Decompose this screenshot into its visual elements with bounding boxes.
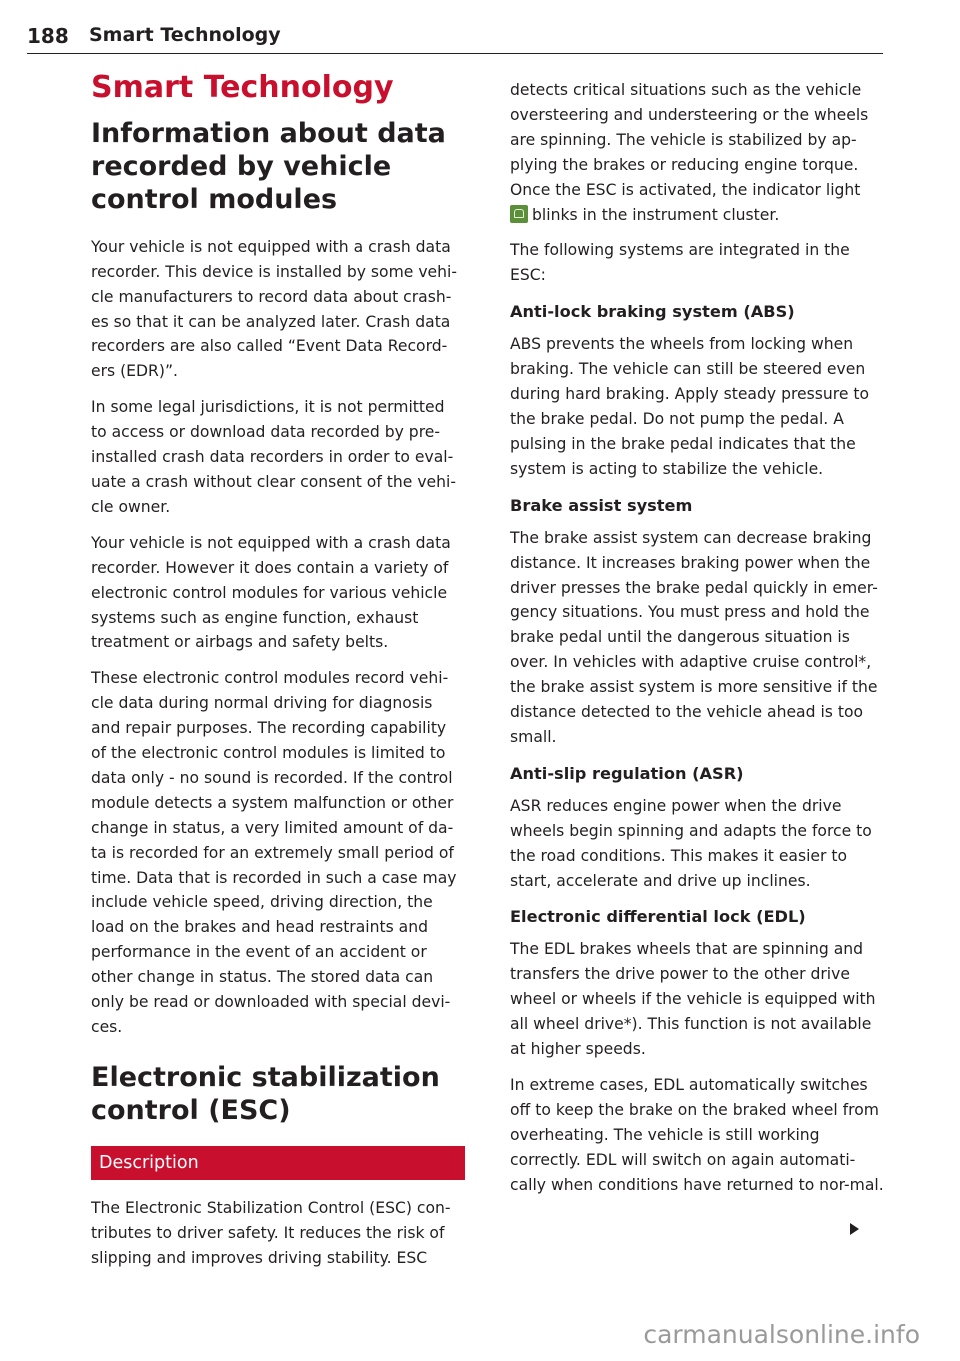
description-band: Description [91, 1146, 465, 1180]
esc-paragraph-2-tail: blinks in the instrument cluster. [532, 205, 780, 224]
edr-paragraph-2: In some legal jurisdictions, it is not permitted to access or download data recorded by pre-installed crash data recorders in order to eval-uate a crash without clear consent of the vehi-cle owner. [91, 398, 456, 516]
edr-paragraph-1: Your vehicle is not equipped with a crash data recorder. This device is installed by some vehi-cle manufacturers to record data about crash-es so that it can be analyzed later. Crash data recorders are also called “Event Data Record-ers (EDR)”. [91, 237, 457, 381]
edr-paragraph-3: Your vehicle is not equipped with a crash data recorder. However it does contain a variety of electronic control modules for various vehicle systems such as engine function, exhaust treatment or airbags and safety belts. [91, 533, 451, 652]
esc-paragraph-2 [510, 78, 885, 227]
esc-indicator-icon [510, 205, 528, 223]
edl-paragraph-1: The EDL brakes wheels that are spinning and transfers the drive power to the other drive wheel or wheels if the vehicle is equipped with all wheel drive*). This function is not available at higher speeds. [510, 940, 876, 1059]
edr-heading: Information about data recorded by vehicle control modules [91, 118, 446, 215]
edl-heading: Electronic differential lock (EDL) [510, 907, 806, 927]
page-header [27, 22, 883, 54]
esc-systems-intro: The following systems are integrated in the ESC: [510, 241, 850, 285]
section-title: Smart Technology [91, 70, 394, 105]
esc-heading: Electronic stabilization control (ESC) [91, 1061, 440, 1126]
abs-heading: Anti-lock braking system (ABS) [510, 302, 795, 322]
asr-heading: Anti-slip regulation (ASR) [510, 763, 744, 783]
abs-paragraph: ABS prevents the wheels from locking when braking. The vehicle can still be steered even during hard braking. Apply steady pressure to the brake pedal. Do not pump the pedal. A pulsing in the brake pedal indicates that the system is acting to stabilize the vehicle. [510, 335, 870, 478]
left-column [27, 70, 465, 1282]
esc-paragraph-2-text: detects critical situations such as the vehicle oversteering and understeering or the wheels are spinning. The vehicle is stabilized by ap-plying the brakes or reducing engine torque. Once the ESC is activated, the indicator light [510, 81, 869, 199]
esc-paragraph-1: The Electronic Stabilization Control (ESC) con-tributes to driver safety. It reduces the risk of slipping and improves driving stability. ESC [91, 1198, 451, 1267]
continue-arrow-icon [850, 1223, 859, 1235]
watermark: carmanualsonline.info [643, 1320, 920, 1349]
edr-paragraph-4: These electronic control modules record vehi-cle data during normal driving for diagnosis and repair purposes. The recording capability of the electronic control modules is limited to data only - no sound is recorded. If the control module detects a system malfunction or other change in status, a very limited amount of da-ta is recorded for an extremely small period of time. Data that is recorded in such a case may include vehicle speed, driving direction, the load on the brakes and head restraints and performance in the event of an accident or other change in status. The stored data can only be read or downloaded with special devi-ces. [91, 669, 457, 1036]
edl-paragraph-2: In extreme cases, EDL automatically switches off to keep the brake on the braked wheel from overheating. The vehicle is still working correctly. EDL will switch on again automati-cally when conditions have returned to nor-mal. [510, 1076, 884, 1194]
running-title: Smart Technology [89, 24, 281, 46]
page-number: 188 [27, 24, 69, 48]
brake-assist-paragraph: The brake assist system can decrease braking distance. It increases braking power when the driver presses the brake pedal quickly in emer-gency situations. You must press and hold the brake pedal until the dangerous situation is over. In vehicles with adaptive cruise control*, the brake assist system is more sensitive if the distance detected to the vehicle ahead is too small. [510, 528, 878, 746]
right-column [510, 78, 885, 1209]
brake-assist-heading: Brake assist system [510, 495, 693, 515]
asr-paragraph: ASR reduces engine power when the drive wheels begin spinning and adapts the force to the road conditions. This makes it easier to start, accelerate and drive up inclines. [510, 796, 872, 890]
